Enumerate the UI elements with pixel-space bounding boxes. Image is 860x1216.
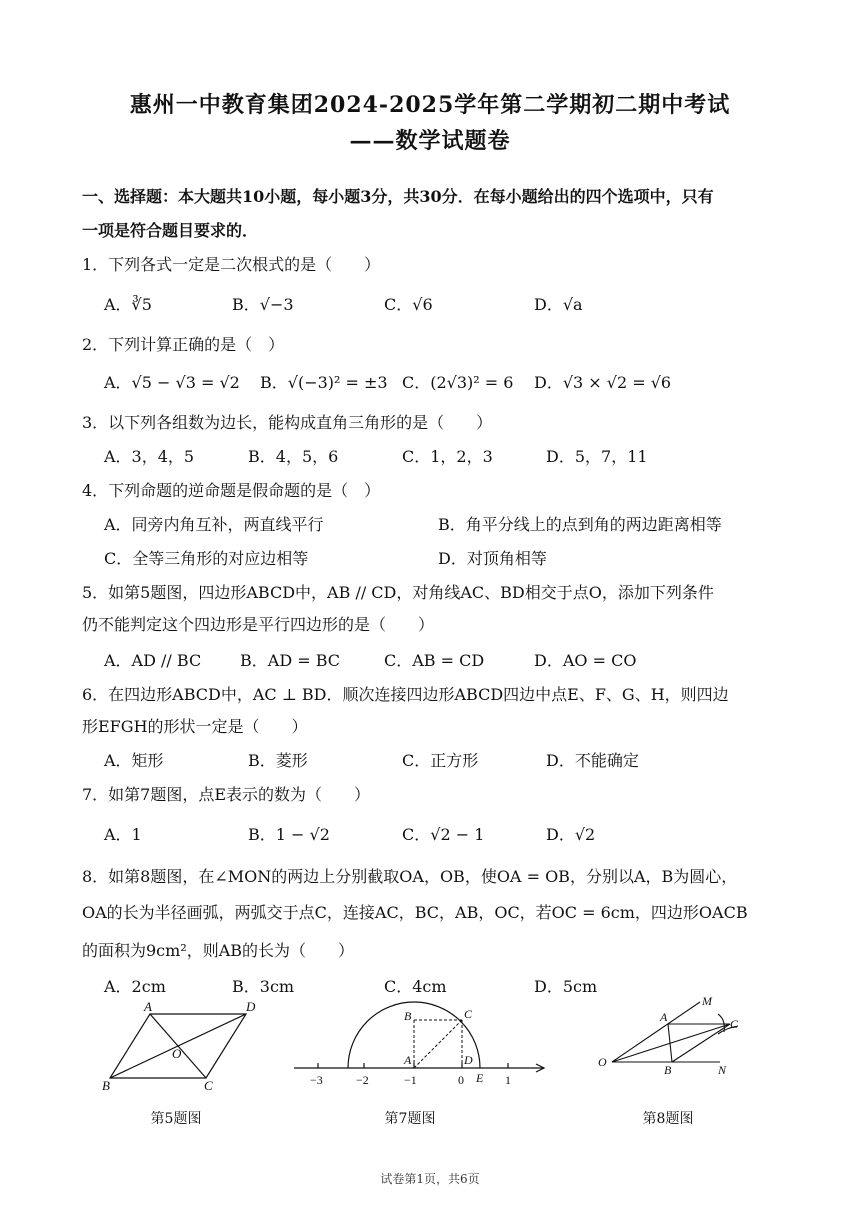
exam-title: 惠州一中教育集团2024-2025学年第二学期初二期中考试 bbox=[129, 92, 731, 118]
figure-8-caption: 第8题图 bbox=[642, 1111, 694, 1127]
q1-option-a: A．∛5 bbox=[104, 295, 152, 314]
q1-option-d: D．√a bbox=[534, 295, 583, 314]
question-2-stem: 2．下列计算正确的是（ ） bbox=[82, 335, 285, 354]
fig5-label-c: C bbox=[204, 1078, 213, 1093]
q3-option-b: B．4，5，6 bbox=[248, 447, 339, 466]
q2-option-a: A．√5 − √3 = √2 bbox=[104, 373, 240, 392]
q4-option-d: D．对顶角相等 bbox=[438, 549, 547, 568]
q6-option-a: A．矩形 bbox=[104, 751, 164, 770]
page-footer: 试卷第1页，共6页 bbox=[380, 1172, 480, 1186]
figure-8 bbox=[592, 994, 762, 1080]
fig8-label-m: M bbox=[702, 994, 712, 1008]
figure-7-caption: 第7题图 bbox=[384, 1111, 436, 1127]
q5-option-a: A．AD // BC bbox=[104, 651, 202, 670]
q6-option-c: C．正方形 bbox=[402, 751, 479, 770]
q7-option-a: A．1 bbox=[104, 825, 142, 844]
q3-option-a: A．3，4，5 bbox=[104, 447, 195, 466]
q2-option-d: D．√3 × √2 = √6 bbox=[534, 373, 672, 392]
fig7-tick-neg1: −1 bbox=[404, 1073, 417, 1087]
question-8-stem-cont: OA的长为半径画弧，两弧交于点C，连接AC，BC，AB，OC，若OC = 6cm，四边形OACB bbox=[82, 903, 748, 922]
fig8-label-n: N bbox=[718, 1063, 727, 1077]
fig8-label-a: A bbox=[660, 1010, 668, 1024]
q6-option-d: D．不能确定 bbox=[546, 751, 639, 770]
question-8-stem-cont2: 的面积为9cm²，则AB的长为（ ） bbox=[82, 941, 355, 960]
figure-5-caption: 第5题图 bbox=[150, 1111, 202, 1127]
fig7-label-c: C bbox=[464, 1007, 473, 1021]
q5-option-b: B．AD = BC bbox=[240, 651, 341, 670]
question-1-stem: 1．下列各式一定是二次根式的是（ ） bbox=[82, 255, 381, 274]
fig8-label-b: B bbox=[664, 1063, 672, 1077]
fig7-tick-0: 0 bbox=[458, 1073, 464, 1087]
q7-option-b: B．1 − √2 bbox=[248, 825, 330, 844]
fig5-label-b: B bbox=[102, 1078, 110, 1093]
q1-option-c: C．√6 bbox=[384, 295, 433, 314]
q3-option-c: C．1，2，3 bbox=[402, 447, 493, 466]
fig5-label-o: O bbox=[172, 1046, 182, 1061]
fig7-label-e: E bbox=[476, 1071, 484, 1085]
question-5-stem: 5．如第5题图，四边形ABCD中，AB // CD，对角线AC、BD相交于点O，添加下列条件 bbox=[82, 583, 714, 602]
q2-option-c: C．(2√3)² = 6 bbox=[402, 373, 514, 392]
question-4-stem: 4．下列命题的逆命题是假命题的是（ ） bbox=[82, 481, 381, 500]
q7-option-d: D．√2 bbox=[546, 825, 596, 844]
q2-option-b: B．√(−3)² = ±3 bbox=[260, 373, 388, 392]
fig7-tick-neg3: −3 bbox=[310, 1073, 323, 1087]
question-7-stem: 7．如第7题图，点E表示的数为（ ） bbox=[82, 785, 371, 804]
fig7-tick-neg2: −2 bbox=[356, 1073, 369, 1087]
section-heading: 一、选择题：本大题共10小题，每小题3分，共30分．在每小题给出的四个选项中，只有 bbox=[82, 187, 714, 206]
q5-option-d: D．AO = CO bbox=[534, 651, 637, 670]
q8-option-c: C．4cm bbox=[384, 977, 447, 996]
q3-option-d: D．5，7，11 bbox=[546, 447, 648, 466]
q4-option-c: C．全等三角形的对应边相等 bbox=[104, 549, 309, 568]
q8-option-d: D．5cm bbox=[534, 977, 598, 996]
question-3-stem: 3．以下列各组数为边长，能构成直角三角形的是（ ） bbox=[82, 413, 493, 432]
question-8-stem: 8．如第8题图，在∠MON的两边上分别截取OA，OB，使OA = OB，分别以A，B为圆心， bbox=[82, 867, 738, 886]
fig7-label-a: A bbox=[404, 1053, 412, 1067]
fig7-label-d: D bbox=[464, 1053, 473, 1067]
q4-option-b: B．角平分线上的点到角的两边距离相等 bbox=[438, 515, 722, 534]
fig8-label-c: C bbox=[730, 1017, 739, 1031]
question-5-stem-cont: 仍不能判定这个四边形是平行四边形的是（ ） bbox=[82, 615, 435, 634]
figure-7 bbox=[290, 998, 552, 1088]
fig7-tick-1: 1 bbox=[505, 1073, 511, 1087]
q1-option-b: B．√−3 bbox=[232, 295, 294, 314]
q4-option-a: A．同旁内角互补，两直线平行 bbox=[104, 515, 324, 534]
q6-option-b: B．菱形 bbox=[248, 751, 308, 770]
section-heading-cont: 一项是符合题目要求的． bbox=[82, 221, 259, 240]
q5-option-c: C．AB = CD bbox=[384, 651, 485, 670]
question-6-stem: 6．在四边形ABCD中，AC ⊥ BD．顺次连接四边形ABCD四边中点E、F、G、H，则四边 bbox=[82, 685, 729, 704]
q7-option-c: C．√2 − 1 bbox=[402, 825, 485, 844]
question-6-stem-cont: 形EFGH的形状一定是（ ） bbox=[82, 717, 308, 736]
fig5-label-a: A bbox=[144, 999, 152, 1014]
fig7-label-b: B bbox=[404, 1009, 412, 1023]
figure-5 bbox=[96, 998, 266, 1094]
fig8-label-o: O bbox=[598, 1055, 607, 1069]
exam-subtitle: ——数学试题卷 bbox=[349, 128, 511, 154]
q8-option-b: B．3cm bbox=[232, 977, 295, 996]
q8-option-a: A．2cm bbox=[104, 977, 166, 996]
fig5-label-d: D bbox=[246, 999, 256, 1014]
